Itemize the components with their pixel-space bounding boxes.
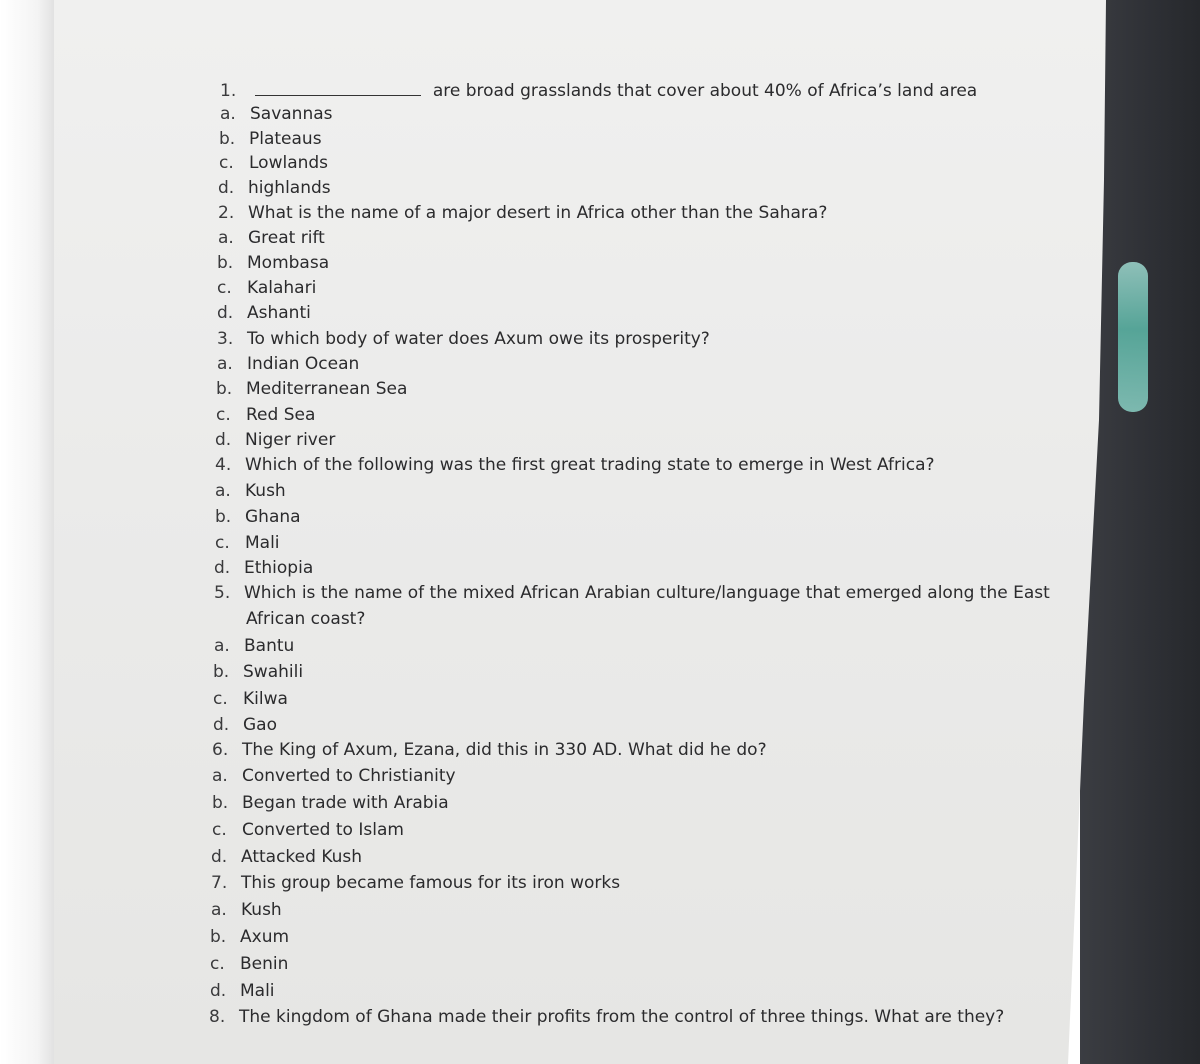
option-letter: b. bbox=[213, 662, 230, 682]
option bbox=[210, 926, 289, 948]
question-4 bbox=[215, 454, 935, 476]
option bbox=[215, 506, 301, 528]
option-letter: b. bbox=[216, 379, 233, 399]
option-text: Great rift bbox=[248, 228, 325, 248]
option-letter: c. bbox=[217, 278, 232, 298]
option-text: Kilwa bbox=[243, 689, 288, 709]
option-letter: c. bbox=[212, 820, 227, 840]
option-letter: d. bbox=[218, 178, 235, 198]
option-text: Mali bbox=[245, 533, 280, 553]
option-letter: a. bbox=[218, 228, 234, 248]
question-1 bbox=[220, 79, 977, 102]
option-text: Bantu bbox=[244, 636, 295, 656]
option bbox=[210, 980, 275, 1002]
option bbox=[218, 227, 325, 249]
option-text: Plateaus bbox=[249, 129, 322, 149]
option bbox=[211, 846, 362, 868]
question-8 bbox=[209, 1006, 1004, 1028]
option bbox=[214, 557, 313, 579]
option-letter: c. bbox=[216, 405, 231, 425]
option bbox=[219, 128, 322, 150]
option-text: Kalahari bbox=[247, 278, 317, 298]
option-text: Ashanti bbox=[247, 303, 311, 323]
option bbox=[217, 302, 311, 324]
question-stem: What is the name of a major desert in Africa other than the Sahara? bbox=[248, 203, 828, 223]
option-text: Benin bbox=[240, 954, 289, 974]
option-text: Niger river bbox=[245, 430, 336, 450]
question-6 bbox=[212, 739, 767, 761]
option-letter: b. bbox=[212, 793, 229, 813]
question-stem: Which of the following was the first great trading state to emerge in West Africa? bbox=[245, 455, 935, 475]
option-letter: b. bbox=[215, 507, 232, 527]
option-text: Axum bbox=[240, 927, 290, 947]
question-3 bbox=[217, 328, 710, 350]
option-text: Kush bbox=[245, 481, 286, 501]
option bbox=[210, 953, 288, 975]
option bbox=[211, 899, 282, 921]
question-number: 8. bbox=[209, 1007, 226, 1027]
option-text: Savannas bbox=[250, 104, 333, 124]
option-letter: b. bbox=[217, 253, 234, 273]
option bbox=[212, 792, 449, 814]
option-text: Ghana bbox=[245, 507, 301, 527]
option bbox=[215, 532, 280, 554]
option-text: Converted to Islam bbox=[242, 820, 404, 840]
question-stem: are broad grasslands that cover about 40% of Africa’s land area bbox=[432, 81, 978, 101]
option-text: Red Sea bbox=[246, 405, 316, 425]
option bbox=[216, 378, 407, 400]
option bbox=[215, 480, 286, 502]
option bbox=[220, 103, 333, 125]
question-5 bbox=[214, 582, 1050, 604]
option-letter: d. bbox=[217, 303, 234, 323]
option-letter: a. bbox=[211, 900, 227, 920]
question-number: 5. bbox=[214, 583, 231, 603]
question-number: 1. bbox=[220, 81, 237, 101]
question-number: 6. bbox=[212, 740, 229, 760]
option-text: Swahili bbox=[243, 662, 304, 682]
option-letter: d. bbox=[215, 430, 232, 450]
option-text: Lowlands bbox=[249, 153, 329, 173]
question-2 bbox=[218, 202, 827, 224]
option-text: Ethiopia bbox=[244, 558, 314, 578]
option bbox=[217, 277, 316, 299]
option bbox=[217, 353, 359, 375]
question-stem: This group became famous for its iron works bbox=[241, 873, 621, 893]
question-number: 3. bbox=[217, 329, 234, 349]
question-number: 2. bbox=[218, 203, 235, 223]
option bbox=[214, 635, 294, 657]
option-letter: a. bbox=[215, 481, 231, 501]
option-letter: d. bbox=[211, 847, 228, 867]
option-text: Mali bbox=[240, 981, 275, 1001]
option-letter: a. bbox=[214, 636, 230, 656]
option bbox=[218, 177, 331, 199]
option bbox=[213, 661, 303, 683]
option-letter: c. bbox=[213, 689, 228, 709]
option bbox=[217, 252, 329, 274]
option-text: Kush bbox=[241, 900, 282, 920]
option-letter: c. bbox=[210, 954, 225, 974]
option bbox=[215, 429, 335, 451]
option-letter: b. bbox=[210, 927, 227, 947]
option-letter: b. bbox=[219, 129, 236, 149]
answer-blank[interactable] bbox=[255, 79, 421, 96]
option-letter: c. bbox=[219, 153, 234, 173]
option bbox=[213, 714, 277, 736]
question-7 bbox=[211, 872, 620, 894]
option bbox=[212, 765, 456, 787]
question-stem: Which is the name of the mixed African Arabian culture/language that emerged along the East bbox=[244, 583, 1050, 603]
option-letter: d. bbox=[213, 715, 230, 735]
question-stem: The kingdom of Ghana made their profits from the control of three things. What are they? bbox=[239, 1007, 1005, 1027]
option-text: Gao bbox=[243, 715, 277, 735]
option bbox=[219, 152, 328, 174]
option-text: Converted to Christianity bbox=[242, 766, 456, 786]
option bbox=[216, 404, 315, 426]
question-stem: The King of Axum, Ezana, did this in 330 AD. What did he do? bbox=[242, 740, 767, 760]
option-text: highlands bbox=[248, 178, 331, 198]
option-text: Indian Ocean bbox=[247, 354, 360, 374]
question-number: 7. bbox=[211, 873, 228, 893]
question-stem-continued: African coast? bbox=[246, 609, 366, 629]
option-letter: d. bbox=[210, 981, 227, 1001]
option bbox=[212, 819, 404, 841]
option-letter: a. bbox=[220, 104, 236, 124]
option-text: Mombasa bbox=[247, 253, 330, 273]
question-stem: To which body of water does Axum owe its prosperity? bbox=[247, 329, 710, 349]
option-text: Began trade with Arabia bbox=[242, 793, 449, 813]
option-text: Mediterranean Sea bbox=[246, 379, 408, 399]
option-letter: d. bbox=[214, 558, 231, 578]
option-letter: a. bbox=[217, 354, 233, 374]
question-number: 4. bbox=[215, 455, 232, 475]
option bbox=[213, 688, 288, 710]
option-letter: a. bbox=[212, 766, 228, 786]
option-text: Attacked Kush bbox=[241, 847, 363, 867]
option-letter: c. bbox=[215, 533, 230, 553]
